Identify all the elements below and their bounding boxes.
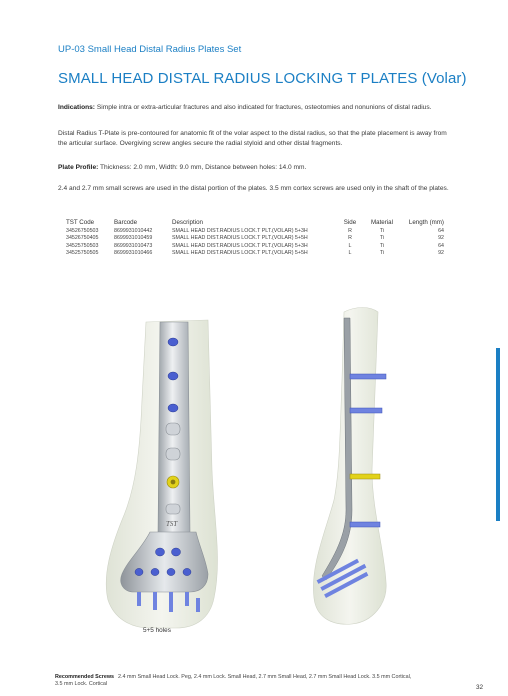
page-number: 32 (476, 684, 484, 691)
cell-length: 92 (438, 235, 444, 242)
cell-tst-code: 34526750405 (66, 235, 99, 242)
col-header-barcode: Barcode (114, 219, 138, 226)
cell-tst-code: 34525750503 (66, 242, 99, 249)
cell-tst-code: 34525750505 (66, 250, 99, 257)
col-header-length: Length (mm) (408, 219, 444, 226)
screw-yellow-center (171, 480, 176, 485)
cell-material: Ti (379, 242, 385, 249)
cell-length: 92 (438, 250, 444, 257)
cell-barcode: 8699931010466 (114, 250, 153, 257)
cell-barcode: 8699931010459 (114, 235, 153, 242)
cell-description: SMALL HEAD DIST.RADIUS LOCK.T PLT.(VOLAR) 5+5H (172, 250, 308, 257)
col-header-side: Side (343, 219, 357, 226)
cell-description: SMALL HEAD DIST.RADIUS LOCK.T PLT.(VOLAR) 5+3H (172, 242, 308, 249)
recommended-screws-text: 2.4 mm Small Head Lock. Peg, 2.4 mm Lock. Small Head, 2.7 mm Small Head, 2.7 mm Small Head Lock. 3.5 mm Cortical, 3.5 mm Lock. Cortical (55, 674, 412, 687)
plate-logo: TST (166, 520, 178, 528)
cell-description: SMALL HEAD DIST.RADIUS LOCK.T PLT.(VOLAR) 5+3H (172, 228, 308, 234)
recommended-screws-label: Recommended Screws (55, 674, 115, 680)
plate-profile-text: Thickness: 2.0 mm, Width: 9.0 mm, Distance between holes: 14.0 mm. (98, 164, 307, 171)
cell-side: L (348, 242, 352, 249)
indications-label: Indications: (58, 104, 95, 111)
description-paragraph: Distal Radius T-Plate is pre-contoured for anatomic fit of the volar aspect to the distal radius, so that the plate placement is away from the articular surface. Overgiving screw angles secure the radial styloid and other distal fragments. (58, 130, 447, 147)
cell-barcode: 8699931010473 (114, 242, 153, 249)
cell-side: L (348, 250, 352, 257)
page-title: SMALL HEAD DISTAL RADIUS LOCKING T PLATES (Volar) (58, 70, 467, 87)
cell-description: SMALL HEAD DIST.RADIUS LOCK.T PLT.(VOLAR) 5+5H (172, 235, 308, 242)
indications-text: Simple intra or extra-articular fractures and also indicated for fractures, osteotomies and nonunions of distal radius. (95, 104, 432, 111)
col-header-material: Material (370, 219, 393, 226)
col-header-tst-code: TST Code (66, 219, 95, 226)
recommended-screws (55, 674, 415, 688)
cell-length: 64 (438, 242, 444, 249)
cell-side: R (348, 235, 352, 242)
cell-length: 64 (438, 228, 444, 234)
section-label: UP-03 Small Head Distal Radius Plates Set (58, 44, 242, 55)
cell-material: Ti (379, 235, 385, 242)
screws-note-paragraph: 2.4 and 2.7 mm small screws are used in the distal portion of the plates. 3.5 mm cortex screws are used only in the shaft of the plates. (58, 185, 449, 192)
cell-side: R (348, 228, 352, 234)
col-header-description: Description (172, 219, 203, 226)
cell-material: Ti (379, 228, 385, 234)
cell-tst-code: 34526750503 (66, 228, 99, 234)
plate-profile-label: Plate Profile: (58, 164, 99, 171)
figure-caption: 5+5 holes (143, 627, 171, 634)
cell-material: Ti (379, 250, 385, 257)
cell-barcode: 8699931010442 (114, 228, 153, 234)
